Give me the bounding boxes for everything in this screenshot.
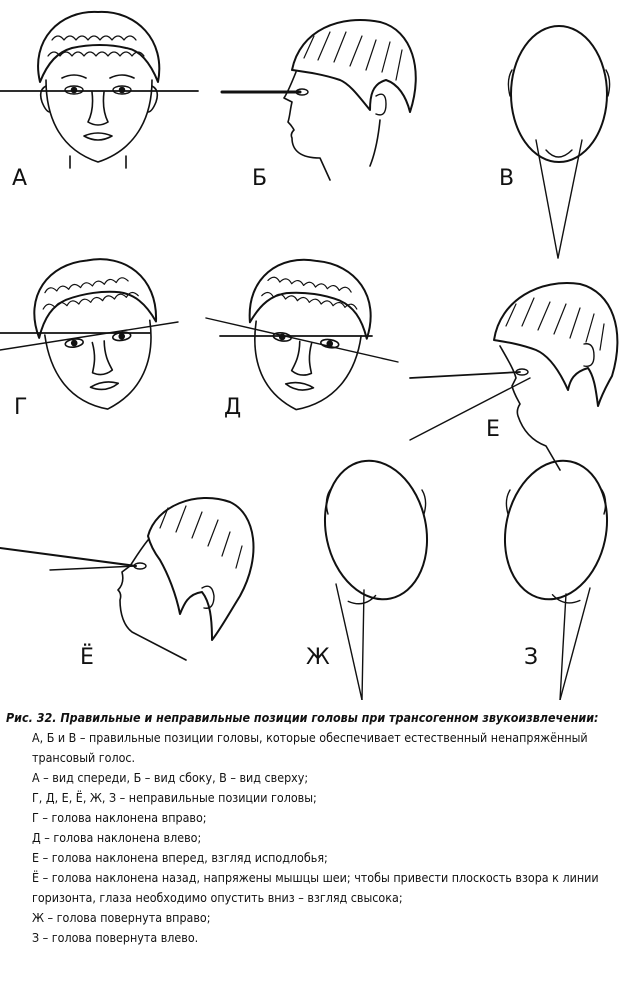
caption-line: Д – голова наклонена влево;	[32, 830, 202, 845]
panel-d-hair	[248, 253, 378, 339]
panel-v-letter: В	[499, 166, 515, 191]
panel-a-face-outline	[46, 80, 152, 162]
caption-title: Рис. 32. Правильные и неправильные позиции головы при трансогенном звукоизвлечении:	[6, 710, 599, 725]
panel-a-front-view	[0, 12, 198, 191]
panel-v-top-view	[499, 26, 610, 258]
panel-v-head-outline	[511, 26, 607, 162]
panel-zh-turned-right	[306, 451, 439, 700]
panel-b-letter: Б	[252, 166, 268, 191]
panel-a-letter: А	[12, 166, 28, 191]
figure-caption	[6, 708, 628, 948]
panel-d-letter: Д	[224, 395, 242, 420]
panel-yo-backward-tilt	[0, 498, 253, 670]
caption-line: З – голова повернута влево.	[32, 930, 199, 945]
panel-a-hair	[38, 12, 159, 82]
panel-g-tilted-right	[0, 252, 178, 420]
panel-e-gaze-line	[410, 372, 520, 378]
caption-line: А – вид спереди, Б – вид сбоку, В – вид сверху;	[32, 770, 309, 785]
panel-b-hair	[292, 20, 416, 112]
panel-zh-letter: Ж	[306, 645, 330, 670]
panel-b-face-profile	[284, 72, 330, 180]
panel-yo-gaze-line	[0, 548, 136, 566]
caption-line: Ж – голова повернута вправо;	[32, 910, 211, 925]
panel-e-face-profile	[500, 346, 560, 470]
caption-line: А, Б и В – правильные позиции головы, которые обеспечивает естественный ненапряжённый трансовый голос.	[32, 730, 588, 765]
panel-z-turned-left	[493, 451, 620, 700]
panel-yo-letter: Ё	[80, 645, 94, 670]
caption-line: Г – голова наклонена вправо;	[32, 810, 207, 825]
caption-line: Ё – голова наклонена назад, напряжены мышцы шеи; чтобы привести плоскость взора к линии горизонта, глаза необходимо опустить вниз – взгляд свысока;	[32, 870, 599, 905]
caption-line: Г, Д, Е, Ё, Ж, З – неправильные позиции головы;	[32, 790, 317, 805]
caption-line: Е – голова наклонена вперед, взгляд исподлобья;	[32, 850, 328, 865]
panel-g-letter: Г	[14, 395, 28, 420]
panel-e-letter: Е	[486, 417, 500, 442]
panel-e-forward-tilt	[410, 283, 617, 470]
panel-b-side-view	[222, 20, 416, 191]
panel-d-tilted-left	[206, 253, 398, 420]
panel-z-letter: З	[524, 645, 539, 670]
